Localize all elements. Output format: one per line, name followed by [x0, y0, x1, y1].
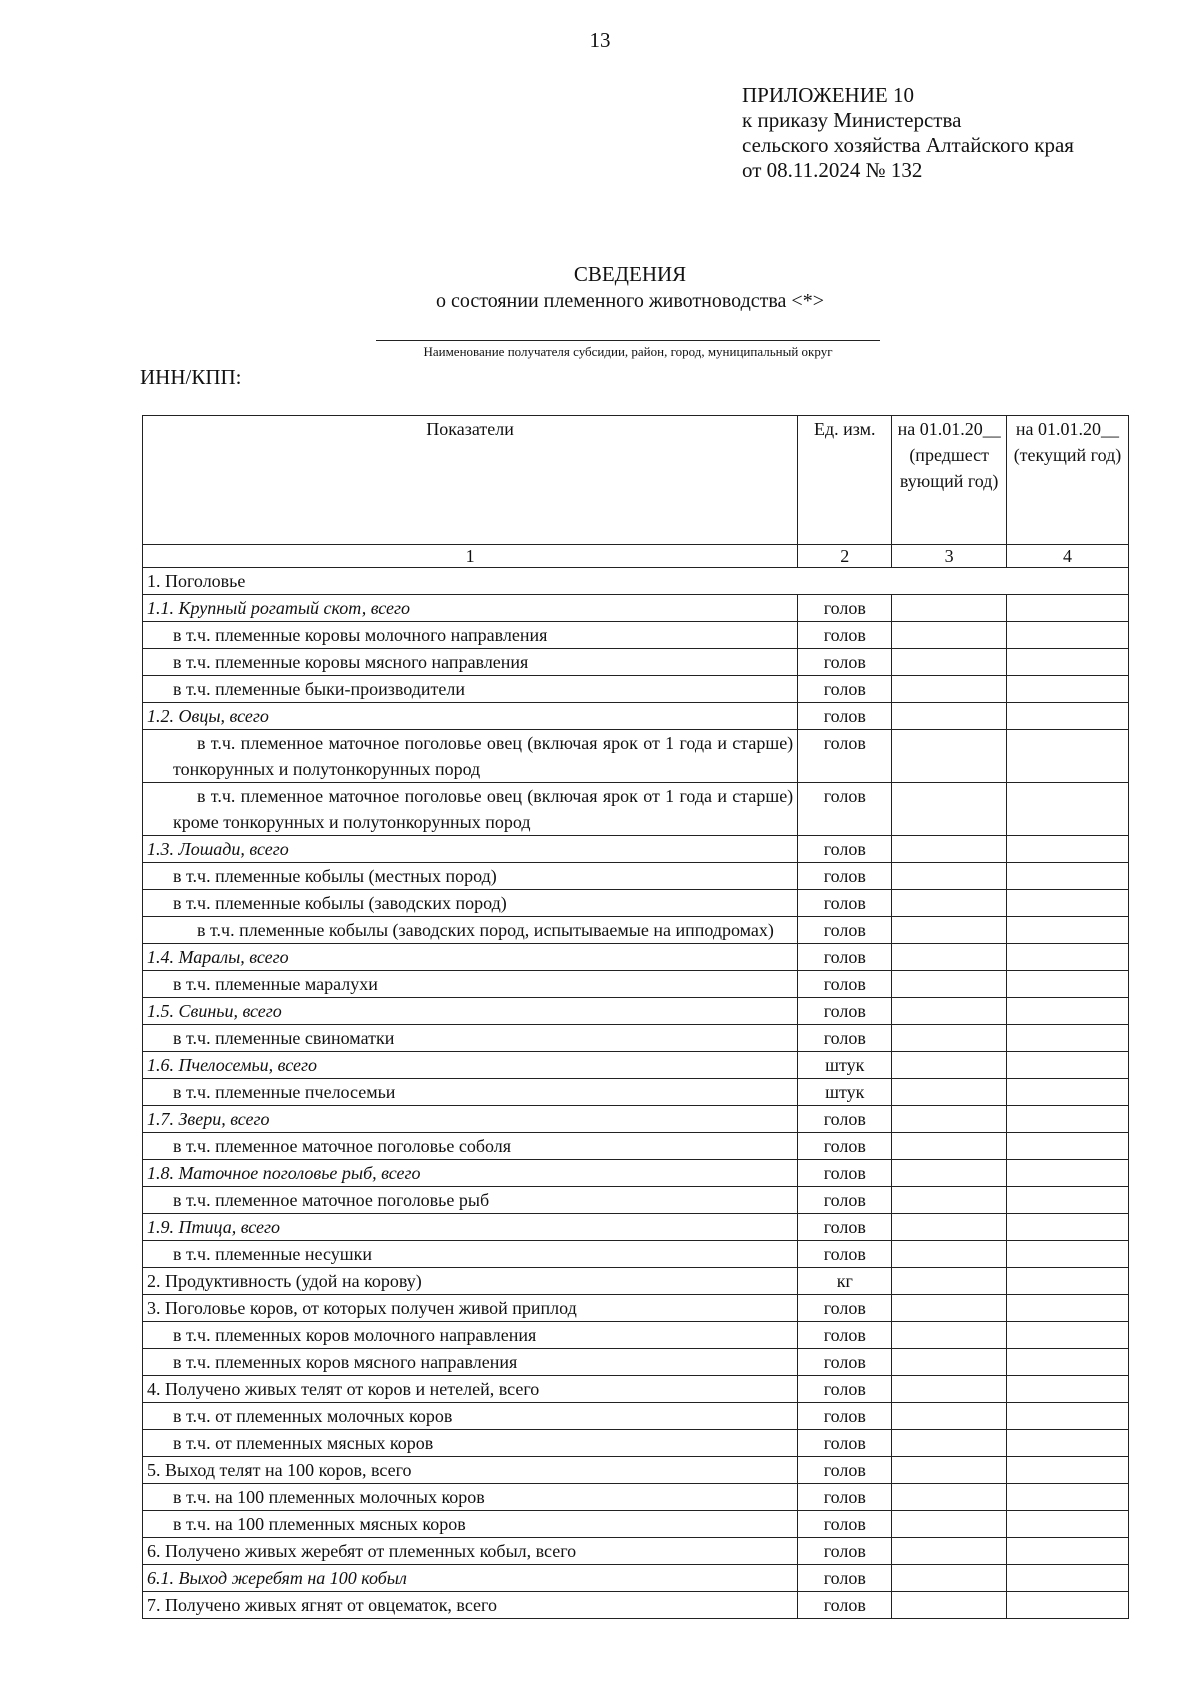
current-year-cell[interactable]: [1006, 1160, 1128, 1187]
prev-year-cell[interactable]: [892, 1133, 1007, 1160]
table-row: [143, 622, 1129, 649]
table-row: [143, 1592, 1129, 1619]
current-year-cell[interactable]: [1006, 1187, 1128, 1214]
row-indicator: в т.ч. племенные коровы мясного направления: [143, 649, 798, 676]
current-year-cell[interactable]: [1006, 1592, 1128, 1619]
row-unit: голов: [798, 1565, 892, 1592]
section-row: [143, 568, 1129, 595]
inn-label: ИНН/КПП:: [140, 365, 242, 389]
header-indicator: Показатели: [143, 416, 798, 545]
column-number: 1: [143, 545, 798, 568]
row-indicator: в т.ч. племенное маточное поголовье рыб: [143, 1187, 798, 1214]
table-row: [143, 1322, 1129, 1349]
row-indicator: в т.ч. племенные маралухи: [143, 971, 798, 998]
table-row: [143, 917, 1129, 944]
prev-year-cell[interactable]: [892, 1457, 1007, 1484]
prev-year-cell[interactable]: [892, 1511, 1007, 1538]
row-indicator: 1.3. Лошади, всего: [143, 836, 798, 863]
appendix-title: ПРИЛОЖЕНИЕ 10: [742, 83, 914, 107]
row-indicator: 1.9. Птица, всего: [143, 1214, 798, 1241]
prev-year-cell[interactable]: [892, 1484, 1007, 1511]
row-indicator: 3. Поголовье коров, от которых получен живой приплод: [143, 1295, 798, 1322]
prev-year-cell[interactable]: [892, 595, 1007, 622]
row-indicator: 1.7. Звери, всего: [143, 1106, 798, 1133]
current-year-cell[interactable]: [1006, 971, 1128, 998]
table-row: [143, 1187, 1129, 1214]
prev-year-cell[interactable]: [892, 1214, 1007, 1241]
column-number: 3: [892, 545, 1007, 568]
row-indicator: в т.ч. от племенных мясных коров: [143, 1430, 798, 1457]
current-year-cell[interactable]: [1006, 676, 1128, 703]
row-unit: голов: [798, 622, 892, 649]
row-indicator: в т.ч. племенные несушки: [143, 1241, 798, 1268]
table-header-row: [143, 416, 1129, 545]
row-unit: голов: [798, 1430, 892, 1457]
current-year-cell[interactable]: [1006, 622, 1128, 649]
prev-year-cell[interactable]: [892, 944, 1007, 971]
row-unit: голов: [798, 1403, 892, 1430]
current-year-cell[interactable]: [1006, 1403, 1128, 1430]
row-unit: голов: [798, 917, 892, 944]
row-unit: голов: [798, 1592, 892, 1619]
table-row: [143, 1538, 1129, 1565]
row-unit: голов: [798, 649, 892, 676]
current-year-cell[interactable]: [1006, 1349, 1128, 1376]
appendix-line: сельского хозяйства Алтайского края: [742, 133, 1074, 157]
row-unit: голов: [798, 890, 892, 917]
table-row: [143, 1295, 1129, 1322]
table-row: [143, 730, 1129, 783]
row-unit: голов: [798, 944, 892, 971]
current-year-cell[interactable]: [1006, 1133, 1128, 1160]
row-indicator: в т.ч. племенное маточное поголовье овец (включая ярок от 1 года и старше) тонкорунных и полутонкорунных пород: [143, 730, 798, 783]
current-year-cell[interactable]: [1006, 783, 1128, 836]
current-year-cell[interactable]: [1006, 1565, 1128, 1592]
current-year-cell[interactable]: [1006, 730, 1128, 783]
prev-year-cell[interactable]: [892, 1430, 1007, 1457]
row-unit: кг: [798, 1268, 892, 1295]
table-row: [143, 1484, 1129, 1511]
row-unit: голов: [798, 1133, 892, 1160]
current-year-cell[interactable]: [1006, 703, 1128, 730]
prev-year-cell[interactable]: [892, 890, 1007, 917]
current-year-cell[interactable]: [1006, 1214, 1128, 1241]
table-row: [143, 863, 1129, 890]
header-current-year: на 01.01.20__ (текущий год): [1006, 416, 1128, 545]
row-unit: голов: [798, 1322, 892, 1349]
row-indicator: в т.ч. на 100 племенных молочных коров: [143, 1484, 798, 1511]
appendix-block: [742, 83, 1074, 183]
row-indicator: в т.ч. племенное маточное поголовье овец (включая ярок от 1 года и старше) кроме тонкорунных и полутонкорунных пород: [143, 783, 798, 836]
row-indicator: в т.ч. племенных коров молочного направления: [143, 1322, 798, 1349]
table-row: [143, 1376, 1129, 1403]
prev-year-cell[interactable]: [892, 1160, 1007, 1187]
row-indicator: в т.ч. на 100 племенных мясных коров: [143, 1511, 798, 1538]
table-row: [143, 1268, 1129, 1295]
table-row: [143, 836, 1129, 863]
prev-year-cell[interactable]: [892, 917, 1007, 944]
row-unit: голов: [798, 1295, 892, 1322]
prev-year-cell[interactable]: [892, 971, 1007, 998]
row-indicator: 1.6. Пчелосемьи, всего: [143, 1052, 798, 1079]
current-year-cell[interactable]: [1006, 944, 1128, 971]
row-unit: голов: [798, 703, 892, 730]
row-unit: голов: [798, 971, 892, 998]
prev-year-cell[interactable]: [892, 1376, 1007, 1403]
recipient-fill-line[interactable]: [376, 340, 880, 341]
prev-year-cell[interactable]: [892, 1403, 1007, 1430]
row-indicator: 1.2. Овцы, всего: [143, 703, 798, 730]
prev-year-cell[interactable]: [892, 783, 1007, 836]
row-indicator: 6.1. Выход жеребят на 100 кобыл: [143, 1565, 798, 1592]
row-unit: голов: [798, 1214, 892, 1241]
row-unit: голов: [798, 863, 892, 890]
prev-year-cell[interactable]: [892, 1268, 1007, 1295]
row-indicator: 1.1. Крупный рогатый скот, всего: [143, 595, 798, 622]
row-indicator: в т.ч. племенных коров мясного направления: [143, 1349, 798, 1376]
table-row: [143, 1025, 1129, 1052]
row-unit: голов: [798, 1511, 892, 1538]
row-indicator: 1.4. Маралы, всего: [143, 944, 798, 971]
table-row: [143, 1511, 1129, 1538]
current-year-cell[interactable]: [1006, 863, 1128, 890]
prev-year-cell[interactable]: [892, 649, 1007, 676]
header-unit: Ед. изм.: [798, 416, 892, 545]
current-year-cell[interactable]: [1006, 890, 1128, 917]
row-indicator: 6. Получено живых жеребят от племенных кобыл, всего: [143, 1538, 798, 1565]
row-indicator: в т.ч. племенные коровы молочного направления: [143, 622, 798, 649]
table-row: [143, 1403, 1129, 1430]
table-row: [143, 1160, 1129, 1187]
table-row: [143, 649, 1129, 676]
current-year-cell[interactable]: [1006, 1430, 1128, 1457]
row-unit: голов: [798, 676, 892, 703]
prev-year-cell[interactable]: [892, 1241, 1007, 1268]
page-number: 13: [589, 28, 611, 52]
prev-year-cell[interactable]: [892, 703, 1007, 730]
appendix-line: к приказу Министерства: [742, 108, 962, 132]
row-unit: голов: [798, 1484, 892, 1511]
current-year-cell[interactable]: [1006, 1538, 1128, 1565]
row-unit: голов: [798, 595, 892, 622]
table-row: [143, 1457, 1129, 1484]
column-number-row: [143, 545, 1129, 568]
prev-year-cell[interactable]: [892, 836, 1007, 863]
row-indicator: 1.5. Свиньи, всего: [143, 998, 798, 1025]
row-indicator: в т.ч. племенные кобылы (заводских пород): [143, 890, 798, 917]
current-year-cell[interactable]: [1006, 1376, 1128, 1403]
row-indicator: в т.ч. племенные пчелосемьи: [143, 1079, 798, 1106]
table-row: [143, 703, 1129, 730]
table-row: [143, 1430, 1129, 1457]
row-unit: штук: [798, 1052, 892, 1079]
table-row: [143, 944, 1129, 971]
current-year-cell[interactable]: [1006, 1295, 1128, 1322]
row-unit: голов: [798, 1241, 892, 1268]
prev-year-cell[interactable]: [892, 1106, 1007, 1133]
table-row: [143, 998, 1129, 1025]
table-row: [143, 1565, 1129, 1592]
row-indicator: в т.ч. племенные быки-производители: [143, 676, 798, 703]
row-indicator: в т.ч. от племенных молочных коров: [143, 1403, 798, 1430]
appendix-line: от 08.11.2024 № 132: [742, 158, 923, 182]
row-indicator: 4. Получено живых телят от коров и нетелей, всего: [143, 1376, 798, 1403]
current-year-cell[interactable]: [1006, 1052, 1128, 1079]
table-row: [143, 1052, 1129, 1079]
row-unit: штук: [798, 1079, 892, 1106]
livestock-table: [142, 415, 1129, 1619]
prev-year-cell[interactable]: [892, 1187, 1007, 1214]
current-year-cell[interactable]: [1006, 1106, 1128, 1133]
row-unit: голов: [798, 783, 892, 836]
row-unit: голов: [798, 1538, 892, 1565]
current-year-cell[interactable]: [1006, 1511, 1128, 1538]
table-row: [143, 676, 1129, 703]
prev-year-cell[interactable]: [892, 730, 1007, 783]
row-indicator: в т.ч. племенное маточное поголовье соболя: [143, 1133, 798, 1160]
prev-year-cell[interactable]: [892, 1295, 1007, 1322]
current-year-cell[interactable]: [1006, 836, 1128, 863]
current-year-cell[interactable]: [1006, 1079, 1128, 1106]
row-indicator: в т.ч. племенные свиноматки: [143, 1025, 798, 1052]
current-year-cell[interactable]: [1006, 649, 1128, 676]
row-unit: голов: [798, 1025, 892, 1052]
row-unit: голов: [798, 1106, 892, 1133]
current-year-cell[interactable]: [1006, 1322, 1128, 1349]
current-year-cell[interactable]: [1006, 917, 1128, 944]
table-row: [143, 1106, 1129, 1133]
row-unit: голов: [798, 1349, 892, 1376]
row-unit: голов: [798, 730, 892, 783]
current-year-cell[interactable]: [1006, 1457, 1128, 1484]
prev-year-cell[interactable]: [892, 1538, 1007, 1565]
row-unit: голов: [798, 1457, 892, 1484]
table-row: [143, 1079, 1129, 1106]
column-number: 2: [798, 545, 892, 568]
prev-year-cell[interactable]: [892, 1349, 1007, 1376]
row-indicator: в т.ч. племенные кобылы (заводских пород, испытываемые на ипподромах): [143, 917, 798, 944]
row-indicator: 2. Продуктивность (удой на корову): [143, 1268, 798, 1295]
row-indicator: 1.8. Маточное поголовье рыб, всего: [143, 1160, 798, 1187]
row-unit: голов: [798, 836, 892, 863]
prev-year-cell[interactable]: [892, 863, 1007, 890]
prev-year-cell[interactable]: [892, 1025, 1007, 1052]
table-row: [143, 890, 1129, 917]
current-year-cell[interactable]: [1006, 1025, 1128, 1052]
row-unit: голов: [798, 1187, 892, 1214]
table-row: [143, 1133, 1129, 1160]
table-row: [143, 1241, 1129, 1268]
header-prev-year: на 01.01.20__ (предшест вующий год): [892, 416, 1007, 545]
current-year-cell[interactable]: [1006, 1484, 1128, 1511]
recipient-caption: Наименование получателя субсидии, район, город, муниципальный округ: [423, 344, 833, 359]
row-unit: голов: [798, 1160, 892, 1187]
prev-year-cell[interactable]: [892, 1079, 1007, 1106]
current-year-cell[interactable]: [1006, 1241, 1128, 1268]
table-row: [143, 971, 1129, 998]
row-unit: голов: [798, 1376, 892, 1403]
row-unit: голов: [798, 998, 892, 1025]
row-indicator: 7. Получено живых ягнят от овцематок, всего: [143, 1592, 798, 1619]
prev-year-cell[interactable]: [892, 622, 1007, 649]
prev-year-cell[interactable]: [892, 676, 1007, 703]
table-row: [143, 783, 1129, 836]
prev-year-cell[interactable]: [892, 1322, 1007, 1349]
prev-year-cell[interactable]: [892, 998, 1007, 1025]
current-year-cell[interactable]: [1006, 998, 1128, 1025]
table-row: [143, 1349, 1129, 1376]
table-row: [143, 1214, 1129, 1241]
prev-year-cell[interactable]: [892, 1052, 1007, 1079]
document-heading: СВЕДЕНИЯ: [573, 262, 687, 286]
document-subheading: о состоянии племенного животноводства <*>: [435, 290, 824, 312]
current-year-cell[interactable]: [1006, 1268, 1128, 1295]
prev-year-cell[interactable]: [892, 1592, 1007, 1619]
row-indicator: в т.ч. племенные кобылы (местных пород): [143, 863, 798, 890]
prev-year-cell[interactable]: [892, 1565, 1007, 1592]
column-number: 4: [1006, 545, 1128, 568]
row-indicator: 5. Выход телят на 100 коров, всего: [143, 1457, 798, 1484]
current-year-cell[interactable]: [1006, 595, 1128, 622]
table-row: [143, 595, 1129, 622]
section-title: 1. Поголовье: [143, 568, 1129, 595]
